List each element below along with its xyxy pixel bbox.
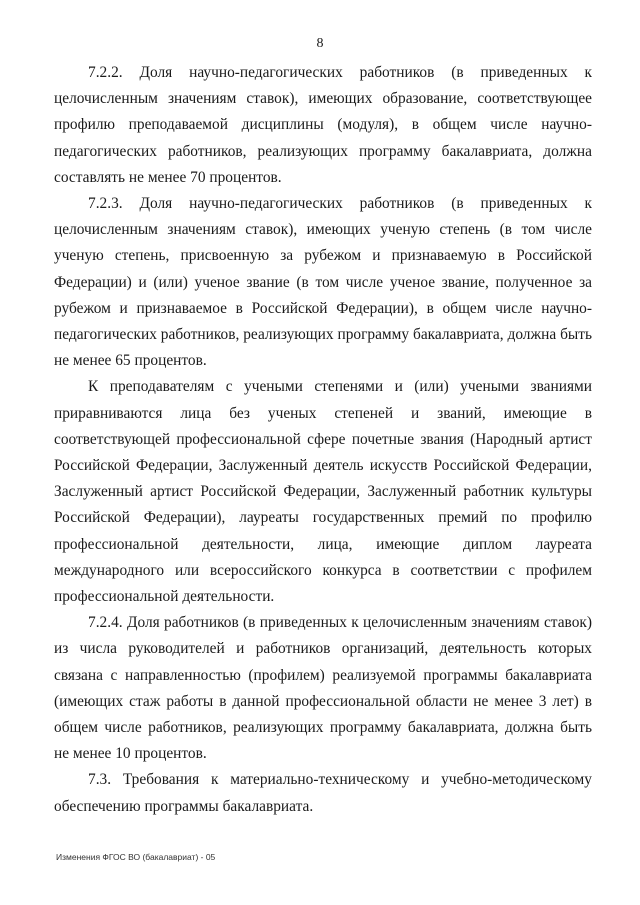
paragraph-7-2-2: 7.2.2. Доля научно-педагогических работников (в приведенных к целочисленным значениям ставок), имеющих образование, соответствующее профилю преподаваемой дисциплины (модуля), в общем числе научно-педагогических работников, реализующих программу бакалавриата, должна составлять не менее 70 процентов.	[54, 64, 592, 186]
paragraph-7-2-4: 7.2.4. Доля работников (в приведенных к целочисленным значениям ставок) из числа руководителей и работников организаций, деятельность которых связана с направленностью (профилем) реализуемой программы бакалавриата (имеющих стаж работы в данной профессиональной области не менее 3 лет) в общем числе работников, реализующих программу бакалавриата, должна быть не менее 10 процентов.	[54, 614, 592, 763]
paragraph-7-2-3: 7.2.3. Доля научно-педагогических работников (в приведенных к целочисленным значениям ставок), имеющих ученую степень (в том числе ученую степень, присвоенную за рубежом и признаваемую в Российской Федерации) и (или) ученое звание (в том числе ученое звание, полученное за рубежом и признаваемое в Российской Федерации), в общем числе научно-педагогических работников, реализующих программу бакалавриата, должна быть не менее 65 процентов.	[54, 195, 592, 370]
paragraph-teachers-equivalence: К преподавателям с учеными степенями и (или) учеными званиями приравниваются лица без ученых степеней и званий, имеющие в соответствующей профессиональной сфере почетные звания (Народный артист Российской Федерации, Заслуженный деятель искусств Российской Федерации, Заслуженный артист Российской Федерации, Заслуженный работник культуры Российской Федерации), лауреаты государственных премий по профилю профессиональной деятельности, лица, имеющие диплом лауреата международного или всероссийского конкурса в соответствии с профилем профессиональной деятельности.	[54, 378, 592, 606]
page-footer: Изменения ФГОС ВО (бакалавриат) - 05	[56, 852, 216, 862]
document-body	[54, 60, 592, 820]
page-number: 8	[316, 36, 324, 51]
paragraph-7-3: 7.3. Требования к материально-техническому и учебно-методическому обеспечению программы бакалавриата.	[54, 771, 592, 815]
